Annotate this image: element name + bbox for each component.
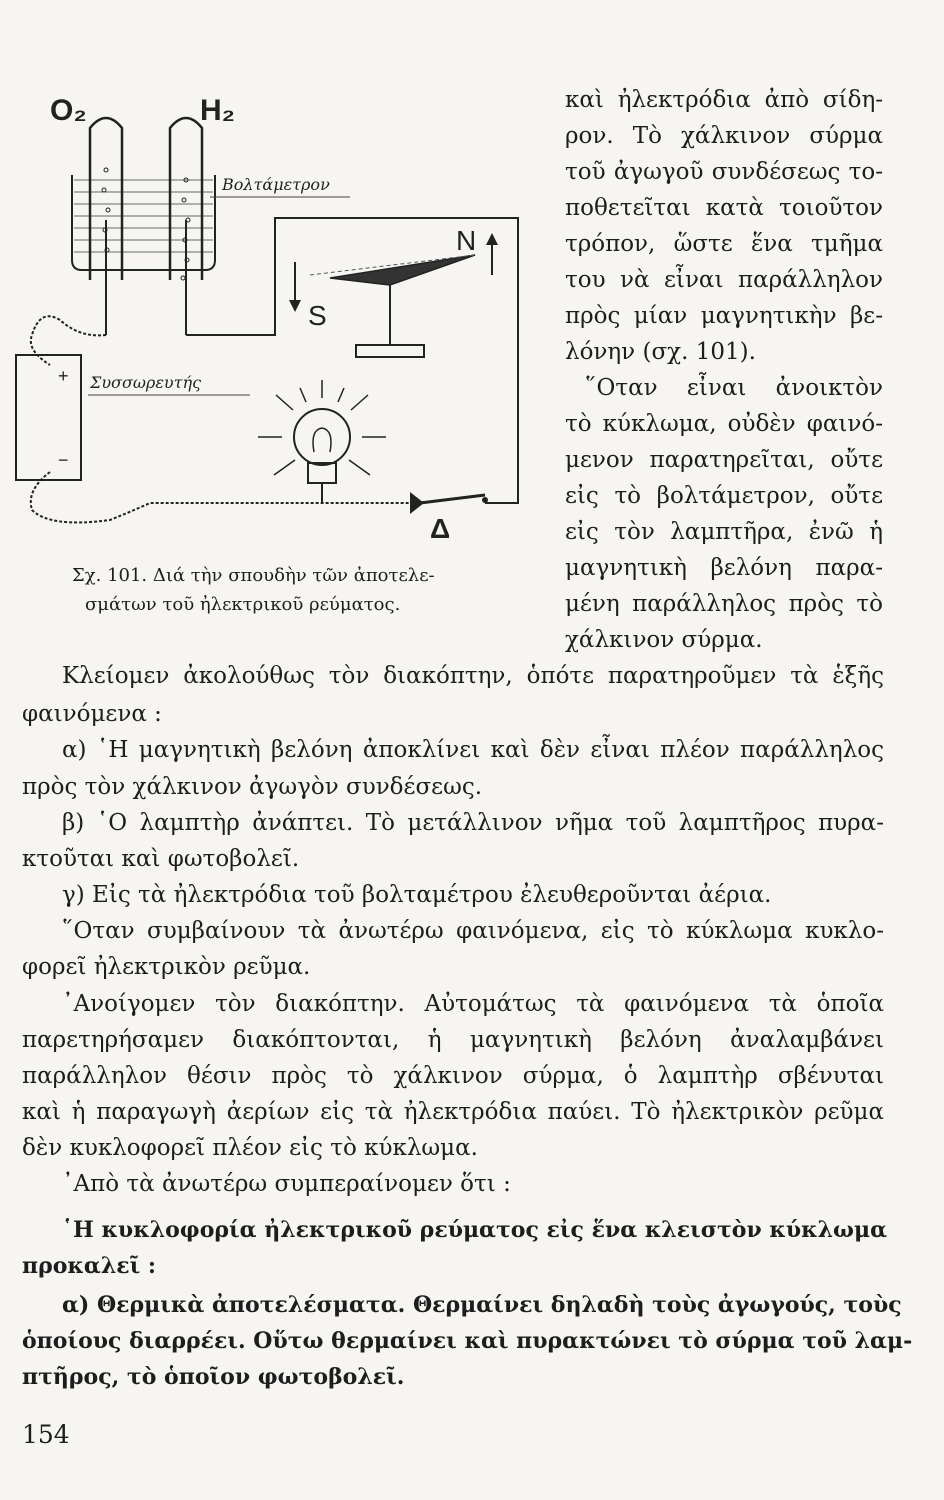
label-minus: − xyxy=(58,450,69,470)
label-voltameter: Βολτάμετρον xyxy=(222,175,330,194)
figure-caption-line-1: Σχ. 101. Διά τὴν σπουδὴν τῶν ἀποτελε- xyxy=(72,565,435,586)
accumulator-box xyxy=(16,355,81,480)
right-column-line: τρόπον, ὥστε ἕνα τμῆμα xyxy=(565,231,883,257)
coil-wire-top xyxy=(31,316,106,365)
right-column-line: μένη παράλληλος πρὸς τὸ xyxy=(565,591,883,617)
body-line: φορεῖ ἠλεκτρικὸν ρεῦμα. xyxy=(22,954,311,980)
body-line: ᾿Ανοίγομεν τὸν διακόπτην. Αὐτομάτως τὰ φαινόμενα τὰ ὁποῖα xyxy=(62,991,884,1017)
label-h2: H₂ xyxy=(200,94,235,127)
conclusion-line: πτῆρος, τὸ ὁποῖον φωτοβολεῖ. xyxy=(22,1364,405,1390)
body-line: ᾿Απὸ τὰ ἀνωτέρω συμπεραίνομεν ὅτι : xyxy=(62,1171,511,1197)
right-column-line: του νὰ εἶναι παράλληλον xyxy=(565,267,883,293)
switch-contact xyxy=(410,492,424,514)
conclusion-line: α) Θερμικὰ ἀποτελέσματα. Θερμαίνει δηλαδὴ τοὺς ἀγωγούς, τοὺς xyxy=(62,1292,902,1318)
right-column-line: τὸ κύκλωμα, οὐδὲν φαινό- xyxy=(565,411,883,437)
lamp-bulb xyxy=(294,409,350,465)
right-column-line: ῞Οταν εἶναι ἀνοικτὸν xyxy=(585,375,883,401)
gas-bubbles xyxy=(102,168,190,280)
circuit-diagram xyxy=(10,80,535,550)
body-line: Κλείομεν ἀκολούθως τὸν διακόπτην, ὁπότε παρατηροῦμεν τὰ ἑξῆς xyxy=(62,663,884,689)
label-north: N xyxy=(456,225,477,256)
right-column-line: λόνην (σχ. 101). xyxy=(565,339,756,365)
body-line: καὶ ἡ παραγωγὴ ἀερίων εἰς τὰ ἠλεκτρόδια παύει. Τὸ ἠλεκτρικὸν ρεῦμα xyxy=(22,1099,884,1125)
body-line: κτοῦται καὶ φωτοβολεῖ. xyxy=(22,846,300,872)
right-column-line: καὶ ἠλεκτρόδια ἀπὸ σίδη- xyxy=(565,87,883,113)
label-switch: Δ xyxy=(430,513,451,544)
body-line: ῞Οταν συμβαίνουν τὰ ἀνωτέρω φαινόμενα, εἰς τὸ κύκλωμα κυκλο- xyxy=(62,918,884,944)
coil-wire-bottom xyxy=(31,472,410,522)
figure-caption-line-2: σμάτων τοῦ ἠλεκτρικοῦ ρεύματος. xyxy=(85,594,401,615)
right-column-line: χάλκινον σύρμα. xyxy=(565,627,763,653)
lamp-filament xyxy=(313,428,331,452)
arrowhead-down xyxy=(289,300,301,312)
right-column-line: εἰς τὸ βολτάμετρον, οὔτε xyxy=(565,483,883,509)
switch-pivot xyxy=(482,497,488,503)
switch-lever xyxy=(420,495,485,503)
body-line: πρὸς τὸν χάλκινον ἀγωγὸν συνδέσεως. xyxy=(22,774,483,800)
page-number: 154 xyxy=(22,1420,70,1449)
body-line: α) ῾Η μαγνητικὴ βελόνη ἀποκλίνει καὶ δὲν εἶναι πλέον παράλληλος xyxy=(62,737,884,763)
wire-to-needle xyxy=(186,218,518,503)
needle-base xyxy=(356,345,424,357)
body-line: β) ῾Ο λαμπτὴρ ἀνάπτει. Τὸ μετάλλινον νῆμα τοῦ λαμπτῆρος πυρα- xyxy=(62,810,884,836)
body-line: παρετηρήσαμεν διακόπτονται, ἡ μαγνητικὴ βελόνη ἀναλαμβάνει xyxy=(22,1027,884,1053)
voltameter-vessel xyxy=(72,175,215,270)
water-hatching xyxy=(74,180,213,252)
label-south: S xyxy=(308,300,327,331)
label-plus: + xyxy=(58,366,69,386)
conclusion-line: προκαλεῖ : xyxy=(22,1253,157,1279)
arrowhead-up xyxy=(486,233,498,245)
right-column-line: πρὸς μίαν μαγνητικὴν βε- xyxy=(565,303,883,329)
label-o2: O₂ xyxy=(50,94,87,127)
right-column-line: μενον παρατηρεῖται, οὔτε xyxy=(565,447,883,473)
right-column-line: εἰς τὸν λαμπτῆρα, ἐνῶ ἡ xyxy=(565,519,883,545)
label-accumulator: Συσσωρευτής xyxy=(90,373,202,392)
body-line: δὲν κυκλοφορεῖ πλέον εἰς τὸ κύκλωμα. xyxy=(22,1135,478,1161)
right-column-line: τοῦ ἀγωγοῦ συνδέσεως το- xyxy=(565,159,883,185)
right-column-line: ποθετεῖται κατὰ τοιοῦτον xyxy=(565,195,883,221)
conclusion-line: ὁποίους διαρρέει. Οὕτω θερμαίνει καὶ πυρακτώνει τὸ σύρμα τοῦ λαμ- xyxy=(22,1328,913,1354)
right-column-line: ρον. Τὸ χάλκινον σύρμα xyxy=(565,123,883,149)
body-line: γ) Εἰς τὰ ἠλεκτρόδια τοῦ βολταμέτρου ἐλευθεροῦνται ἀέρια. xyxy=(62,882,772,908)
body-line: παράλληλον θέσιν πρὸς τὸ χάλκινον σύρμα, ὁ λαμπτὴρ σβένυται xyxy=(22,1063,884,1089)
right-column-line: μαγνητικὴ βελόνη παρα- xyxy=(565,555,883,581)
body-line: φαινόμενα : xyxy=(22,701,162,727)
conclusion-line: ῾Η κυκλοφορία ἠλεκτρικοῦ ρεύματος εἰς ἕνα κλειστὸν κύκλωμα xyxy=(62,1217,888,1243)
